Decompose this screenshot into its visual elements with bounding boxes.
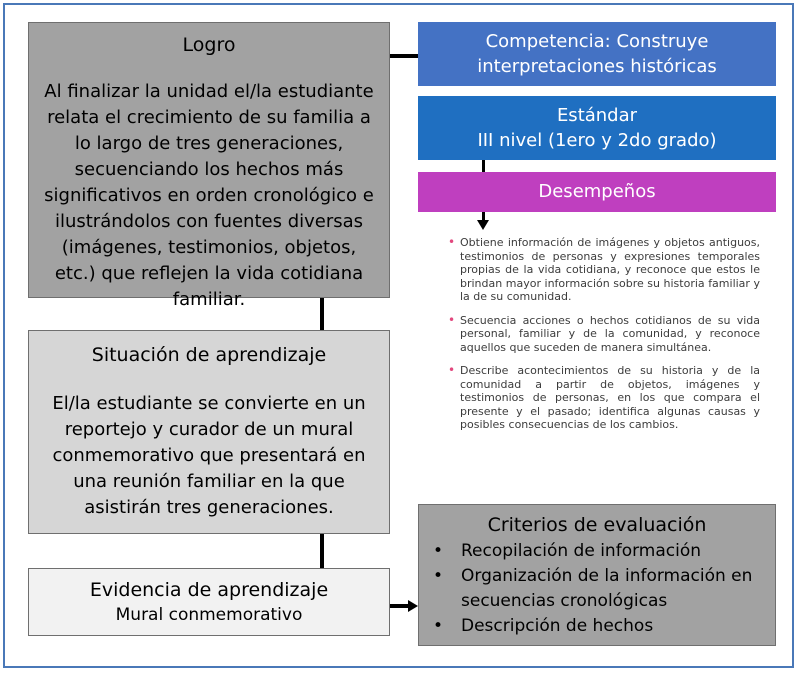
arrow-right-icon xyxy=(408,600,418,612)
competencia-box xyxy=(418,22,776,86)
criterios-box xyxy=(418,504,776,646)
desempeno-item-text: Secuencia acciones o hechos cotidianos de su vida personal, familiar y de la comunidad, y reconoce aquellos que suceden de manera simultánea. xyxy=(460,313,760,354)
estandar-box xyxy=(418,96,776,160)
connector-logro-competencia xyxy=(390,54,418,58)
connector-evidencia-criterios-shaft xyxy=(390,604,410,608)
connector-situacion-evidencia xyxy=(320,534,324,568)
evidencia-box xyxy=(28,568,390,636)
bullet-dot-icon: • xyxy=(448,312,456,327)
criterio-item-text: Recopilación de información xyxy=(461,541,702,561)
desempenos-title: Desempeños xyxy=(538,181,656,202)
desempeno-item-text: Obtiene información de imágenes y objetos antiguos, testimonios de personas y expresiones temporales propias de la vida cotidiana, y reconoce que estos le brindan mayor información sobre su historia familiar y la de su comunidad. xyxy=(460,236,760,303)
criterios-title: Criterios de evaluación xyxy=(487,514,707,536)
desempeno-item xyxy=(448,364,760,432)
bullet-dot-icon: • xyxy=(433,541,444,561)
arrow-down-icon xyxy=(477,220,489,230)
criterio-item xyxy=(419,539,775,564)
evidencia-text: Mural conmemorativo xyxy=(115,605,303,625)
situacion-box xyxy=(28,330,390,534)
situacion-text: El/la estudiante se convierte en un reportejo y curador de un mural conmemorativo que presentará en una reunión familiar en la que asistirán tres generaciones. xyxy=(52,393,366,518)
estandar-line1: Estándar xyxy=(556,105,638,126)
desempenos-box xyxy=(418,172,776,212)
situacion-title: Situación de aprendizaje xyxy=(91,344,327,366)
desempeno-item xyxy=(448,236,760,304)
criterio-item xyxy=(419,614,775,639)
logro-title: Logro xyxy=(182,34,236,56)
bullet-dot-icon: • xyxy=(433,566,444,586)
desempeno-item-text: Describe acontecimientos de su historia y de la comunidad a partir de objetos, imágenes y testimonios de personas, en los que compara el presente y el pasado; identifica algunas causas y posibles consecuencias de los cambios. xyxy=(460,364,760,431)
competencia-line2: interpretaciones históricas xyxy=(477,56,717,77)
criterio-item-text: Descripción de hechos xyxy=(461,616,654,636)
criterio-item-text: Organización de la información en secuencias cronológicas xyxy=(461,566,753,611)
criterio-item xyxy=(419,564,775,614)
criterios-list xyxy=(419,539,775,639)
bullet-dot-icon: • xyxy=(448,363,456,377)
desempenos-list xyxy=(448,236,760,442)
bullet-dot-icon: • xyxy=(433,616,444,636)
estandar-line2: III nivel (1ero y 2do grado) xyxy=(477,130,717,151)
logro-box xyxy=(28,22,390,310)
competencia-line1: Competencia: Construye xyxy=(485,31,709,52)
evidencia-title: Evidencia de aprendizaje xyxy=(89,579,329,601)
logro-text: Al finalizar la unidad el/la estudiante relata el crecimiento de su familia a lo largo de tres generaciones, secuenciando los hechos más significativos en orden cronológico e ilustrándolos con fuentes diversas (imágenes, testimonios, objetos, etc.) que reflejen la vida cotidiana familiar. xyxy=(44,81,374,310)
bullet-dot-icon: • xyxy=(448,235,456,249)
desempeno-item xyxy=(448,314,760,355)
